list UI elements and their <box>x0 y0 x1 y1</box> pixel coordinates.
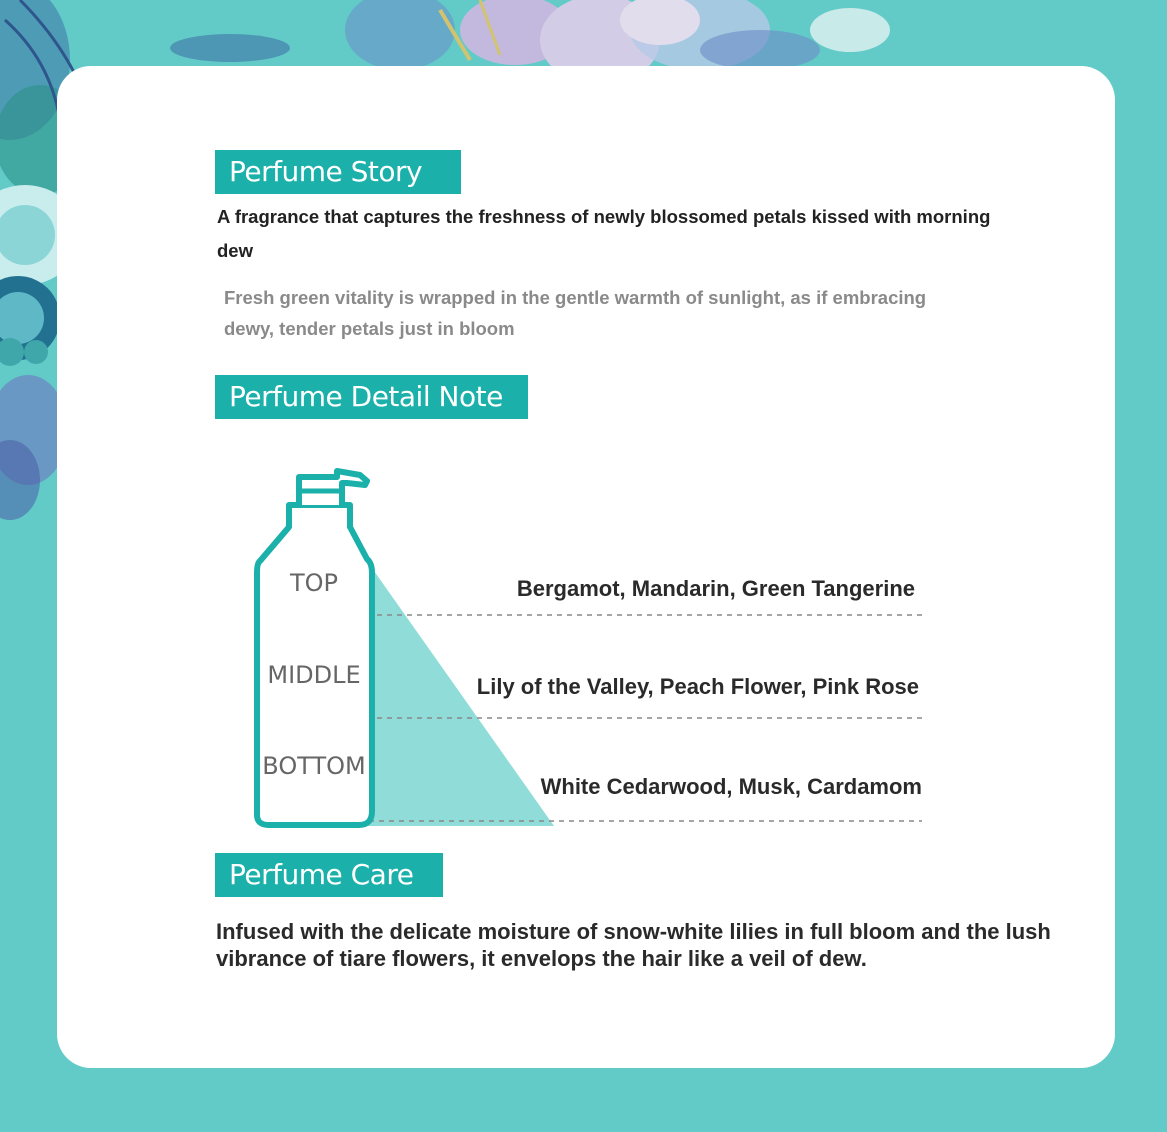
middle-notes: Lily of the Valley, Peach Flower, Pink Rose <box>476 674 919 699</box>
perfume-detail-note-heading: Perfume Detail Note <box>215 375 528 419</box>
perfume-care-heading: Perfume Care <box>215 853 443 897</box>
layer-label-top: TOP <box>289 569 339 597</box>
perfume-story-heading: Perfume Story <box>215 150 461 194</box>
story-body: Fresh green vitality is wrapped in the gentle warmth of sunlight, as if embracing dewy, tender petals just in bloom <box>224 287 927 339</box>
layer-label-bottom: BOTTOM <box>262 752 366 780</box>
bottom-notes: White Cedarwood, Musk, Cardamom <box>540 774 922 799</box>
care-body: Infused with the delicate moisture of snow-white lilies in full bloom and the lush vibrance of tiare flowers, it envelops the hair like a veil of dew. <box>216 919 1051 971</box>
top-notes: Bergamot, Mandarin, Green Tangerine <box>516 576 915 601</box>
content-card <box>57 66 1115 1068</box>
story-title: A fragrance that captures the freshness of newly blossomed petals kissed with morning dew <box>217 206 991 261</box>
layer-label-middle: MIDDLE <box>267 661 361 689</box>
